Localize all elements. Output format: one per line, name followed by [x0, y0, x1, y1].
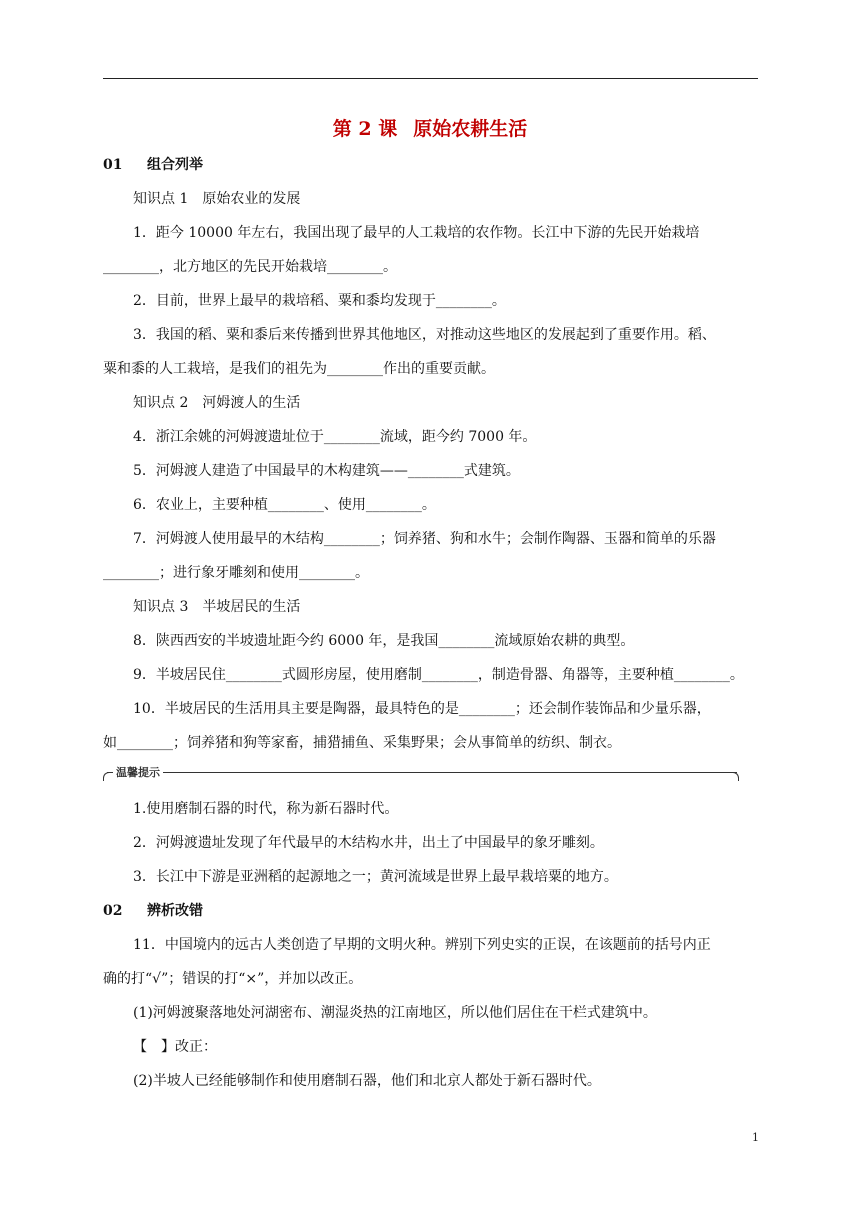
tip-label: 温馨提示 [113, 766, 163, 780]
section-heading-1 [103, 156, 203, 174]
correction-1: 【 】改正： [133, 1039, 217, 1055]
section-number: 01 [103, 157, 123, 173]
question-8: 8．陕西西安的半坡遗址距今约 6000 年，是我国________流域原始农耕的典型。 [133, 633, 635, 649]
question-6: 6．农业上，主要种植________、使用________。 [133, 497, 436, 513]
section-heading-2 [103, 902, 203, 920]
statement-1: (1)河姆渡聚落地处河湖密布、潮湿炎热的江南地区，所以他们居住在干栏式建筑中。 [133, 1005, 657, 1021]
question-10-cont: 如________；饲养猪和狗等家畜，捕猎捕鱼、采集野果；会从事简单的纺织、制衣。 [103, 735, 621, 751]
question-2: 2．目前，世界上最早的栽培稻、粟和黍均发现于________。 [133, 293, 506, 309]
question-1-cont: ________，北方地区的先民开始栽培________。 [103, 259, 397, 275]
tip-rule [107, 772, 737, 773]
knowledge-point-1: 知识点 1 原始农业的发展 [133, 191, 301, 207]
tip-corner-right [732, 772, 739, 781]
question-4: 4．浙江余姚的河姆渡遗址位于________流域，距今约 7000 年。 [133, 429, 537, 445]
statement-2: (2)半坡人已经能够制作和使用磨制石器，他们和北京人都处于新石器时代。 [133, 1073, 601, 1089]
question-3-cont: 粟和黍的人工栽培，是我们的祖先为________作出的重要贡献。 [103, 361, 495, 377]
question-11-cont: 确的打“√”；错误的打“×”，并加以改正。 [103, 971, 363, 987]
page-number: 1 [752, 1131, 759, 1144]
tip-corner-left [103, 772, 110, 781]
question-5: 5．河姆渡人建造了中国最早的木构建筑——________式建筑。 [133, 463, 520, 479]
question-7: 7．河姆渡人使用最早的木结构________；饲养猪、狗和水牛；会制作陶器、玉器和简单的乐器 [133, 531, 716, 547]
tip-2: 2．河姆渡遗址发现了年代最早的木结构水井，出土了中国最早的象牙雕刻。 [133, 835, 604, 851]
knowledge-point-2: 知识点 2 河姆渡人的生活 [133, 395, 301, 411]
section-name: 组合列举 [147, 157, 203, 173]
question-3: 3．我国的稻、粟和黍后来传播到世界其他地区，对推动这些地区的发展起到了重要作用。稻、 [133, 327, 716, 343]
tip-1: 1.使用磨制石器的时代，称为新石器时代。 [133, 801, 399, 817]
question-1: 1．距今 10000 年左右，我国出现了最早的人工栽培的农作物。长江中下游的先民开始栽培 [133, 225, 700, 241]
knowledge-point-3: 知识点 3 半坡居民的生活 [133, 599, 301, 615]
tip-box-header [103, 766, 739, 784]
header-rule [103, 78, 758, 79]
tip-3: 3．长江中下游是亚洲稻的起源地之一；黄河流域是世界上最早栽培粟的地方。 [133, 869, 618, 885]
lesson-name: 原始农耕生活 [413, 118, 528, 140]
section-number: 02 [103, 903, 123, 919]
page-title [0, 114, 860, 141]
question-10: 10．半坡居民的生活用具主要是陶器，最具特色的是________；还会制作装饰品和少量乐器， [133, 701, 711, 717]
question-11: 11．中国境内的远古人类创造了早期的文明火种。辨别下列史实的正误，在该题前的括号内正 [133, 937, 711, 953]
section-name: 辨析改错 [147, 903, 203, 919]
question-9: 9．半坡居民住________式圆形房屋，使用磨制________，制造骨器、角器等，主要种植________。 [133, 667, 744, 683]
lesson-number: 第 2 课 [332, 118, 398, 140]
question-7-cont: ________；进行象牙雕刻和使用________。 [103, 565, 369, 581]
